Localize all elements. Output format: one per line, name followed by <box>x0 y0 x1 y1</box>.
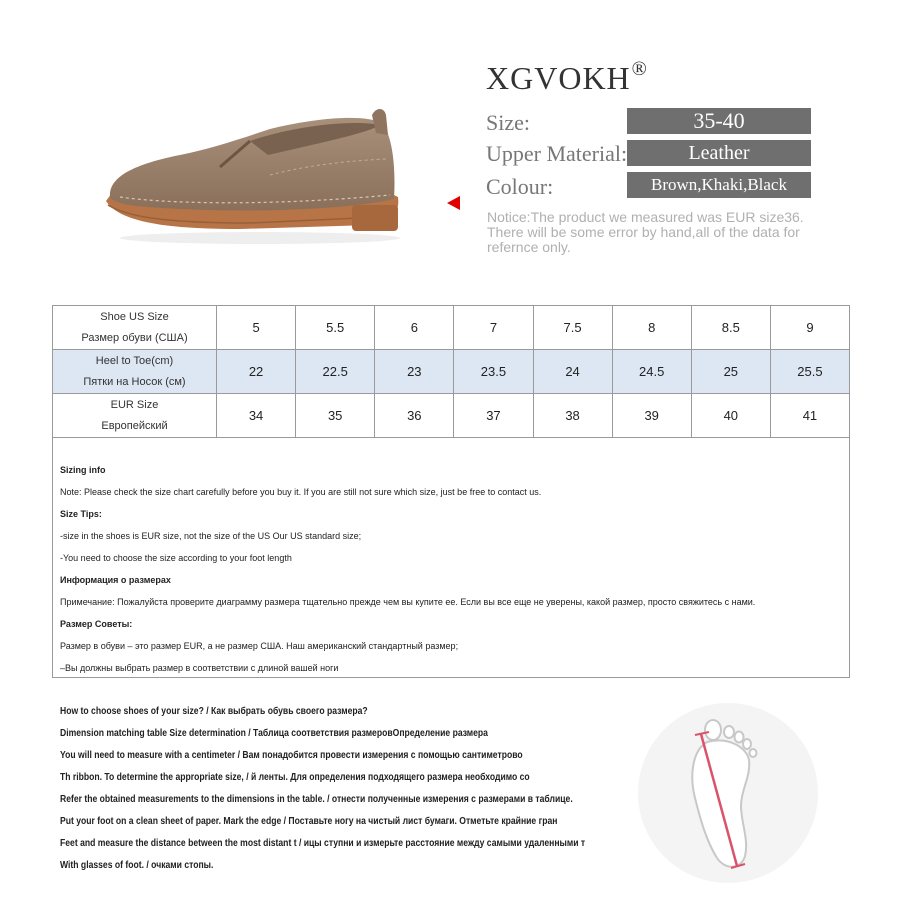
sizing-info-note-ru: Примечание: Пожалуйста проверите диаграмму размера тщательно прежде чем вы купите ее. Если вы все еще не уверены, какой размер, просто свяжитесь с нами. <box>60 597 756 607</box>
row-header-ru: Пятки на Носок (см) <box>83 375 186 388</box>
sizing-info-heading-ru: Информация о размерах <box>60 575 171 585</box>
table-cell: 39 <box>612 394 691 438</box>
how-to-line: With glasses of foot. / очками стопы. <box>60 860 214 871</box>
table-cell: 34 <box>217 394 296 438</box>
how-to-line: Refer the obtained measurements to the dimensions in the table. / отнести полученные измерения с размерами в таблице. <box>60 794 573 805</box>
table-cell: 7.5 <box>533 306 612 350</box>
upper-material-label: Upper Material: <box>486 141 628 166</box>
table-cell: 22 <box>217 350 296 394</box>
size-tips-heading-ru: Размер Советы: <box>60 619 133 629</box>
loafer-shoe-image <box>100 105 410 255</box>
how-to-line: Dimension matching table Size determination / Таблица соответствия размеровОпределение размера <box>60 728 488 739</box>
table-row-us-size <box>53 306 850 350</box>
table-cell: 7 <box>454 306 533 350</box>
row-header <box>53 394 217 438</box>
size-chart-table <box>52 305 850 438</box>
sizing-info-box <box>52 438 850 678</box>
how-to-line: Feet and measure the distance between the most distant t / ицы ступни и измерьте расстояние между самыми удаленными т <box>60 838 586 849</box>
table-row-heel-to-toe <box>53 350 850 394</box>
brand-name: XGVOKH <box>486 60 631 96</box>
table-row-eur-size <box>53 394 850 438</box>
measurement-notice: Notice:The product we measured was EUR size36. There will be some error by hand,all of the data for refernce only. <box>487 209 804 255</box>
size-tip-line-ru: –Вы должны выбрать размер в соответствии с длиной вашей ноги <box>60 663 339 673</box>
table-cell: 23 <box>375 350 454 394</box>
table-cell: 24.5 <box>612 350 691 394</box>
row-header-ru: Европейский <box>101 419 168 432</box>
how-to-line: How to choose shoes of your size? / Как выбрать обувь своего размера? <box>60 706 368 717</box>
size-value: 35-40 <box>627 108 811 134</box>
how-to-line: Put your foot on a clean sheet of paper. Mark the edge / Поставьте ногу на чистый лист бумаги. Отметьте крайние гран <box>60 816 558 827</box>
upper-material-value: Leather <box>627 140 811 166</box>
row-header <box>53 350 217 394</box>
size-tips-heading: Size Tips: <box>60 509 102 519</box>
table-cell: 41 <box>770 394 849 438</box>
table-cell: 38 <box>533 394 612 438</box>
table-cell: 40 <box>691 394 770 438</box>
row-header-en: Shoe US Size <box>100 310 169 323</box>
colour-label: Colour: <box>486 174 554 199</box>
table-cell: 37 <box>454 394 533 438</box>
table-cell: 8.5 <box>691 306 770 350</box>
table-cell: 24 <box>533 350 612 394</box>
foot-measurement-icon <box>637 702 819 884</box>
row-header-ru: Размер обуви (США) <box>81 331 188 344</box>
how-to-line: Th ribbon. To determine the appropriate size, / й ленты. Для определения подходящего размера необходимо со <box>60 772 530 783</box>
row-header-en: Heel to Toe(cm) <box>95 354 174 367</box>
table-cell: 23.5 <box>454 350 533 394</box>
table-cell: 5 <box>217 306 296 350</box>
brand-title <box>486 58 648 97</box>
row-header <box>53 306 217 350</box>
red-pointer-arrow-icon <box>447 196 460 210</box>
registered-mark: ® <box>631 58 648 80</box>
table-cell: 25.5 <box>770 350 849 394</box>
size-tip-line: -size in the shoes is EUR size, not the size of the US Our US standard size; <box>60 531 362 541</box>
table-cell: 25 <box>691 350 770 394</box>
colour-value: Brown,Khaki,Black <box>627 172 811 198</box>
sizing-info-heading: Sizing info <box>60 465 106 475</box>
table-cell: 22.5 <box>296 350 375 394</box>
table-cell: 9 <box>770 306 849 350</box>
table-cell: 5.5 <box>296 306 375 350</box>
table-cell: 35 <box>296 394 375 438</box>
row-header-en: EUR Size <box>110 398 159 411</box>
table-cell: 8 <box>612 306 691 350</box>
table-cell: 36 <box>375 394 454 438</box>
size-tip-line-ru: Размер в обуви – это размер EUR, а не размер США. Наш американский стандартный размер; <box>60 641 459 651</box>
size-label: Size: <box>486 110 530 135</box>
how-to-line: You will need to measure with a centimeter / Вам понадобится провести измерения с помощью сантиметрово <box>60 750 523 761</box>
sizing-info-note: Note: Please check the size chart carefully before you buy it. If you are still not sure which size, just be free to contact us. <box>60 487 542 497</box>
table-cell: 6 <box>375 306 454 350</box>
size-tip-line: -You need to choose the size according to your foot length <box>60 553 292 563</box>
